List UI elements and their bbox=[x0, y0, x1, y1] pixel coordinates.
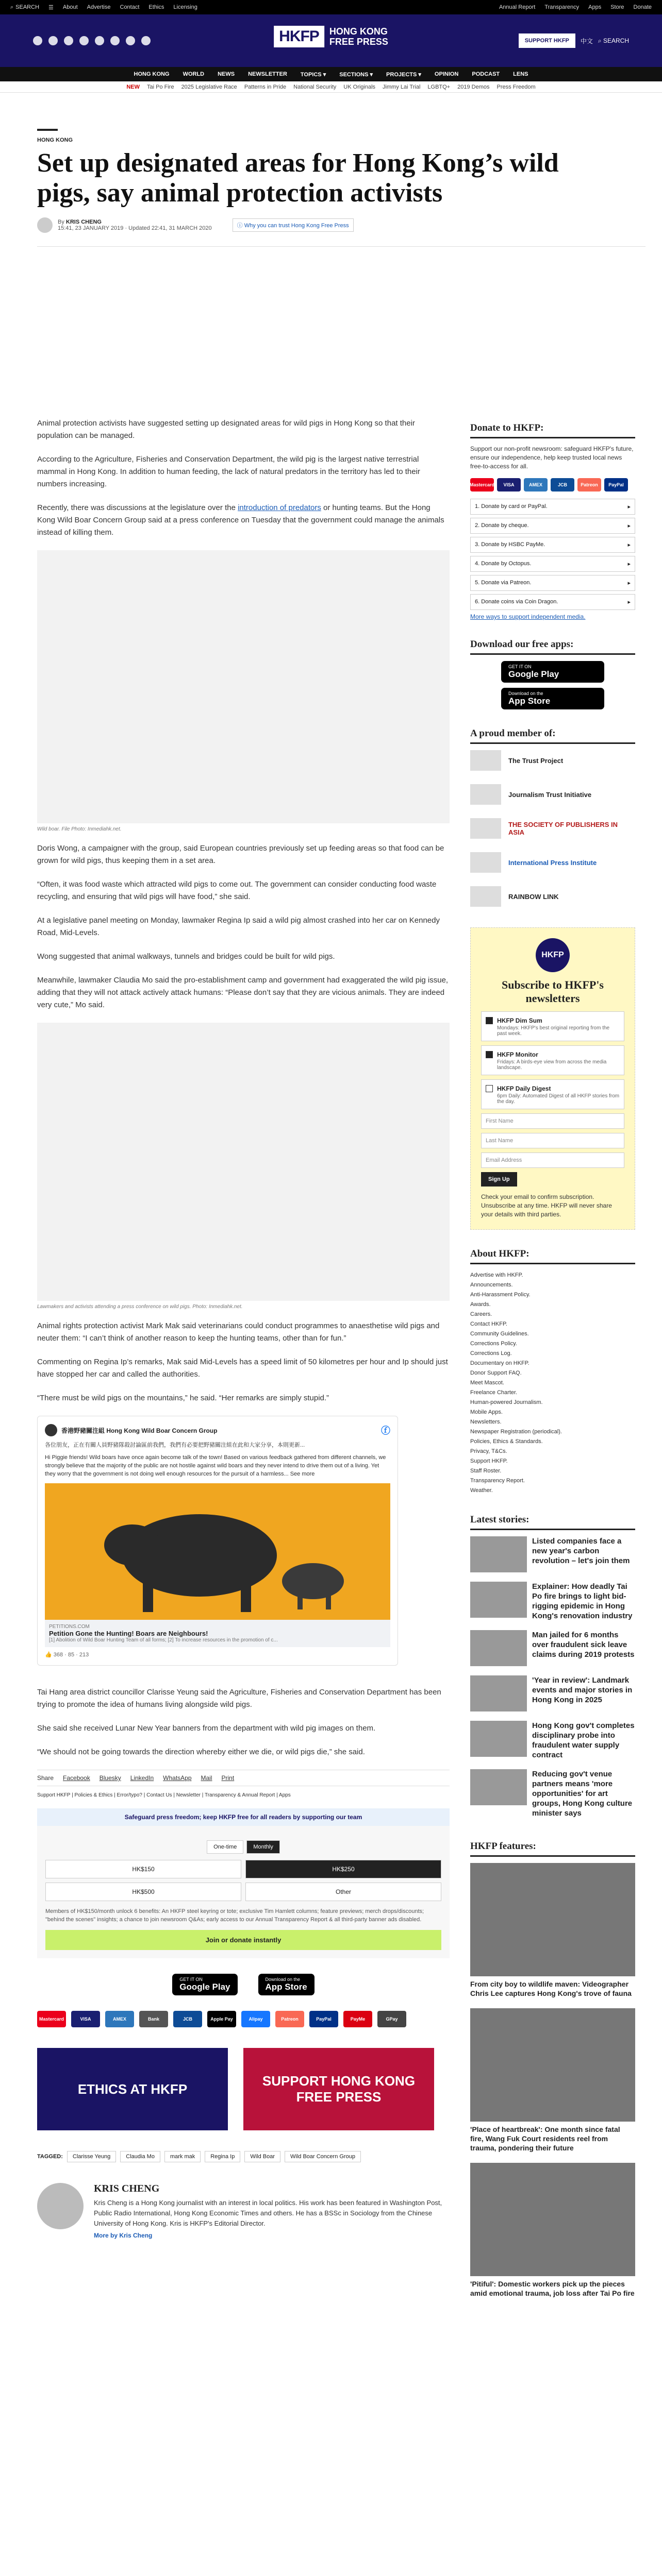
topbar-annual-report[interactable]: Annual Report bbox=[499, 4, 536, 10]
share-mail[interactable]: Mail bbox=[201, 1774, 212, 1782]
paragraph: Animal protection activists have suggested setting up designated areas for wild pigs in Hong Kong so that their population can be managed. bbox=[37, 419, 415, 440]
paypal-icon: PayPal bbox=[309, 2011, 338, 2027]
feature-image bbox=[470, 2008, 635, 2122]
facebook-embed[interactable] bbox=[37, 1416, 398, 1666]
trending-item[interactable]: LGBTQ+ bbox=[427, 83, 451, 90]
press-conference-photo bbox=[37, 1023, 450, 1301]
trust-project-logo bbox=[470, 750, 501, 771]
apple-pay-icon: Apple Pay bbox=[207, 2011, 236, 2027]
jcb-icon: JCB bbox=[551, 478, 574, 492]
feature-stories bbox=[470, 1863, 635, 2298]
feature-image bbox=[470, 1863, 635, 1976]
google-play-badge[interactable]: GET IT ON Google Play bbox=[172, 1974, 237, 1995]
payme-icon: PayMe bbox=[343, 2011, 372, 2027]
amex-icon: AMEX bbox=[105, 2011, 134, 2027]
latest-story[interactable] bbox=[470, 1675, 635, 1711]
nav-topics[interactable]: TOPICS ▾ bbox=[300, 71, 326, 78]
newsletter-note: Check your email to confirm subscription. Unsubscribe at any time. HKFP will never share your details with third parties. bbox=[481, 1193, 612, 1218]
amount-option[interactable]: HK$150 bbox=[45, 1860, 241, 1878]
join-donate-button[interactable]: Join or donate instantly bbox=[45, 1930, 441, 1950]
threads-icon[interactable] bbox=[95, 36, 104, 45]
visa-icon: VISA bbox=[497, 478, 521, 492]
article-title: Set up designated areas for Hong Kong’s wild pigs, say animal protection activists bbox=[37, 148, 559, 208]
linkedin-icon[interactable] bbox=[126, 36, 135, 45]
share-linkedin[interactable]: LinkedIn bbox=[130, 1774, 154, 1782]
story-headline[interactable]: Hong Kong gov't completes disciplinary probe into fraudulent water supply contract bbox=[532, 1721, 635, 1759]
nav-hong-kong[interactable]: HONG KONG bbox=[134, 71, 170, 77]
app-store-badges bbox=[37, 1974, 450, 1995]
trending-item[interactable]: Tai Po Fire bbox=[146, 83, 174, 90]
tag[interactable]: Regina Ip bbox=[205, 2151, 240, 2162]
sopa-logo bbox=[470, 818, 501, 839]
jti-logo bbox=[470, 784, 501, 805]
member-org[interactable]: The Trust Project bbox=[470, 750, 635, 771]
chevron-icon: ▸ bbox=[627, 542, 631, 548]
main-nav bbox=[0, 67, 662, 81]
site-header bbox=[0, 14, 662, 67]
x-icon[interactable] bbox=[48, 36, 58, 45]
checkbox-checked[interactable] bbox=[486, 1051, 493, 1058]
about-link[interactable]: Human-powered Journalism. bbox=[470, 1399, 543, 1405]
story-headline[interactable]: 'Year in review': Landmark events and major stories in Hong Kong in 2025 bbox=[532, 1676, 633, 1704]
amex-icon: AMEX bbox=[524, 478, 548, 492]
wild-boar-photo bbox=[37, 550, 450, 823]
trust-icon: ⓘ bbox=[237, 223, 243, 229]
app-store-badge[interactable]: Download on the App Store bbox=[258, 1974, 315, 1995]
topbar-ethics[interactable]: Ethics bbox=[148, 4, 164, 10]
trending-nav bbox=[0, 81, 662, 93]
author-link[interactable]: KRIS CHENG bbox=[65, 219, 102, 225]
about-link[interactable]: Transparency Report. bbox=[470, 1478, 525, 1484]
about-link[interactable]: Privacy, T&Cs. bbox=[470, 1448, 507, 1454]
member-org[interactable]: Journalism Trust Initiative bbox=[470, 784, 635, 805]
share-bluesky[interactable]: Bluesky bbox=[99, 1774, 121, 1782]
story-headline[interactable]: Listed companies face a new year's carbon revolution – let's join them bbox=[532, 1537, 630, 1565]
trending-item[interactable]: 2025 Legislative Race bbox=[181, 83, 237, 90]
app-store-badge[interactable]: Download on the App Store bbox=[501, 688, 604, 709]
nav-world[interactable]: WORLD bbox=[183, 71, 205, 77]
newsletter-heading: Subscribe to HKFP's newsletters bbox=[501, 978, 604, 1005]
topbar-menu-icon[interactable]: ☰ bbox=[48, 4, 54, 11]
member-org[interactable]: International Press Institute bbox=[470, 852, 635, 873]
story-thumbnail bbox=[470, 1630, 527, 1666]
instagram-icon[interactable] bbox=[64, 36, 73, 45]
about-link[interactable]: Documentary on HKFP. bbox=[470, 1360, 529, 1366]
article-body bbox=[37, 417, 450, 2239]
latest-story[interactable] bbox=[470, 1769, 635, 1818]
paragraph: According to the Agriculture, Fisheries and Conservation Department, the wild pig is the largest native terrestrial mammal in Hong Kong. In addition to human feeding, the lack of natural predators in the territory has led to their numbers increasing. bbox=[37, 455, 420, 488]
about-link[interactable]: Announcements. bbox=[470, 1282, 513, 1288]
paragraph: Recently, there was discussions at the legislature over the introduction of predators or hunting teams. But the Hong Kong Wild Boar Concern Group said at a press conference on Tuesday that the government could manage the animals instead of killing them. bbox=[37, 503, 444, 537]
trending-item[interactable]: Jimmy Lai Trial bbox=[383, 83, 421, 90]
about-link[interactable]: Newspaper Registration (periodical). bbox=[470, 1429, 562, 1435]
nav-podcast[interactable]: PODCAST bbox=[472, 71, 500, 77]
google-play-badge[interactable]: GET IT ON Google Play bbox=[501, 661, 604, 683]
youtube-icon[interactable] bbox=[79, 36, 89, 45]
about-heading: About HKFP: bbox=[470, 1248, 635, 1264]
tag[interactable]: Claudia Mo bbox=[120, 2151, 160, 2162]
ipi-logo bbox=[470, 852, 501, 873]
paragraph: At a legislative panel meeting on Monday, lawmaker Regina Ip said a wild pig almost crashed into her car on Kennedy Road, Mid-Levels. bbox=[37, 916, 440, 937]
photo-caption: Wild boar. File Photo: Inmediahk.net. bbox=[37, 826, 122, 832]
article-dates: 15:41, 23 JANUARY 2019 · Updated 22:41, 31 MARCH 2020 bbox=[58, 225, 212, 231]
petition-link-card[interactable]: PETITIONS.COM Petition Gone the Hunting! Boars are Neighbours! [1] Abolition of Wild Boar Hunting Team of all forms; [2] To increase resources in the promotion of c... bbox=[45, 1620, 390, 1647]
story-headline[interactable]: Reducing gov't venue partners means 'more opportunities' for art groups, Hong Kong culture minister says bbox=[532, 1770, 633, 1818]
trending-item[interactable]: National Security bbox=[293, 83, 337, 90]
author-avatar bbox=[37, 217, 53, 233]
promo-banners bbox=[37, 2048, 450, 2130]
feature-headline[interactable]: 'Pitiful': Domestic workers pick up the pieces amid emotional trauma, job loss after Tai Po fire bbox=[470, 2280, 635, 2297]
about-link[interactable]: Corrections Log. bbox=[470, 1350, 512, 1357]
donate-banner[interactable]: Safeguard press freedom; keep HKFP free for all readers by supporting our team bbox=[37, 1808, 450, 1826]
newsletter-option[interactable]: HKFP Dim Sum Mondays: HKFP's best original reporting from the past week. bbox=[481, 1011, 624, 1041]
tags-label: TAGGED: bbox=[37, 2154, 63, 2160]
tag[interactable]: Clarisse Yeung bbox=[67, 2151, 116, 2162]
topbar-transparency[interactable]: Transparency bbox=[544, 4, 580, 10]
email-field[interactable]: Email Address bbox=[481, 1153, 624, 1168]
features-heading: HKFP features: bbox=[470, 1841, 635, 1857]
donate-option[interactable]: 5. Donate via Patreon. ▸ bbox=[470, 575, 635, 591]
first-name-field[interactable]: First Name bbox=[481, 1113, 624, 1129]
patreon-icon: Patreon bbox=[577, 478, 601, 492]
trust-link[interactable]: ⓘ Why you can trust Hong Kong Free Press bbox=[233, 218, 354, 232]
share-label: Share bbox=[37, 1774, 54, 1782]
new-label: NEW bbox=[126, 83, 140, 90]
header-divider bbox=[37, 246, 646, 247]
hkfp-logo-circle: HKFP bbox=[536, 938, 570, 972]
about-link[interactable]: Staff Roster. bbox=[470, 1468, 502, 1474]
about-link[interactable]: Weather. bbox=[470, 1487, 493, 1494]
membership-benefits: Members of HK$150/month unlock 6 benefits: An HKFP steel keyring or tote; exclusive Tim Hamlett columns; feature previews; merch drops/discounts; "behind the scenes" insights; a chance to join newsroom Q&As; early access to our Annual Transparency Report & all third-party banner ads disabled. bbox=[45, 1908, 424, 1923]
member-heading: A proud member of: bbox=[470, 728, 635, 744]
logo-mark: HKFP bbox=[274, 26, 324, 47]
paragraph: “We should not be going towards the direction whereby either we die, or wild pigs die,” she said. bbox=[37, 1748, 365, 1756]
tag[interactable]: Wild Boar Concern Group bbox=[285, 2151, 361, 2162]
jcb-icon: JCB bbox=[173, 2011, 202, 2027]
story-headline[interactable]: Man jailed for 6 months over fraudulent sick leave claims during 2019 protests bbox=[532, 1631, 635, 1659]
boar-illustration bbox=[45, 1483, 390, 1620]
about-link[interactable]: Advertise with HKFP. bbox=[470, 1272, 523, 1278]
story-thumbnail bbox=[470, 1675, 527, 1711]
about-link[interactable]: Meet Mascot. bbox=[470, 1380, 505, 1386]
bluesky-icon[interactable] bbox=[110, 36, 120, 45]
about-link[interactable]: Policies, Ethics & Standards. bbox=[470, 1438, 543, 1445]
paragraph: “Often, it was food waste which attracted wild pigs to come out. The government can consider conducting food waste recycling, and ensuring that wild pigs will have food,” she said. bbox=[37, 880, 437, 901]
paragraph: Meanwhile, lawmaker Claudia Mo said the pro-establishment camp and government had exaggerated the wild pig issue, adding that they will not attack actively attack humans: “Please don’t say that they are vicious animals. They are indeed very cute,” Mo said. bbox=[37, 976, 449, 1009]
search-icon: ⌕ bbox=[10, 4, 14, 10]
amount-option-selected[interactable]: HK$250 bbox=[245, 1860, 441, 1878]
payment-methods bbox=[37, 2011, 450, 2027]
section-bar bbox=[37, 129, 58, 131]
chevron-icon: ▸ bbox=[627, 561, 631, 567]
feature-headline[interactable]: 'Place of heartbreak': One month since fatal fire, Wang Fuk Court residents reel from trauma, pondering their future bbox=[470, 2125, 620, 2152]
about-link[interactable]: Mobile Apps. bbox=[470, 1409, 503, 1415]
telegram-icon[interactable] bbox=[141, 36, 151, 45]
search-icon: ⌕ bbox=[598, 37, 602, 44]
more-by-author-link[interactable]: More by Kris Cheng bbox=[94, 2232, 153, 2239]
bank-icon: Bank bbox=[139, 2011, 168, 2027]
donate-text: Support our non-profit newsroom: safeguard HKFP's future, ensure our independence, help keep trusted local news free-to-access for all. bbox=[470, 445, 634, 470]
section-label[interactable]: HONG KONG bbox=[37, 137, 73, 143]
more-ways-link[interactable]: More ways to support independent media. bbox=[470, 613, 586, 620]
top-bar bbox=[0, 0, 662, 14]
trending-item[interactable]: UK Originals bbox=[343, 83, 376, 90]
topbar-licensing[interactable]: Licensing bbox=[173, 4, 197, 10]
trending-item[interactable]: 2019 Demos bbox=[457, 83, 490, 90]
like-icon: 👍 bbox=[45, 1652, 52, 1658]
last-name-field[interactable]: Last Name bbox=[481, 1133, 624, 1148]
donate-option[interactable]: 3. Donate by HSBC PayMe. ▸ bbox=[470, 537, 635, 553]
page-avatar bbox=[45, 1424, 57, 1436]
latest-heading: Latest stories: bbox=[470, 1514, 635, 1530]
latest-stories bbox=[470, 1536, 635, 1818]
about-link[interactable]: Careers. bbox=[470, 1311, 492, 1317]
share-facebook[interactable]: Facebook bbox=[63, 1774, 90, 1782]
newsletter-option[interactable]: HKFP Monitor Fridays: A birds-eye view from across the media landscape. bbox=[481, 1045, 624, 1075]
photo-caption: Lawmakers and activists attending a press conference on wild pigs. Photo: Inmediahk.net. bbox=[37, 1304, 243, 1310]
about-link[interactable]: Corrections Policy. bbox=[470, 1341, 517, 1347]
about-link[interactable]: Newsletters. bbox=[470, 1419, 502, 1425]
donate-heading: Donate to HKFP: bbox=[470, 422, 635, 438]
about-link[interactable]: Support HKFP. bbox=[470, 1458, 508, 1464]
header-search[interactable]: ⌕ SEARCH bbox=[598, 37, 629, 44]
rainbow-link-logo bbox=[470, 886, 501, 907]
paragraph: Animal rights protection activist Mark Mak said veterinarians could conduct programmes to anaesthetise wild pigs and neuter them: “I can’t think of another reason to keep the hunting teams, other than for fun.” bbox=[37, 1321, 440, 1343]
checkbox-checked[interactable] bbox=[486, 1017, 493, 1024]
gpay-icon: GPay bbox=[377, 2011, 406, 2027]
topbar-donate[interactable]: Donate bbox=[633, 4, 652, 10]
latest-story[interactable] bbox=[470, 1582, 635, 1621]
paragraph: Doris Wong, a campaigner with the group, said European countries previously set up feeding areas so that food can be grown for wild pigs, thus keeping them in a set area. bbox=[37, 844, 444, 865]
paragraph: She said she received Lunar New Year banners from the department with wild pig images on them. bbox=[37, 1724, 376, 1733]
predators-link[interactable]: introduction of predators bbox=[238, 503, 321, 512]
paragraph: Tai Hang area district councillor Clarisse Yeung said the Agriculture, Fisheries and Conservation Department has been trying to promote the idea of humans living alongside wild pigs. bbox=[37, 1688, 441, 1709]
about-link[interactable]: Community Guidelines. bbox=[470, 1331, 529, 1337]
nav-projects[interactable]: PROJECTS ▾ bbox=[386, 71, 421, 78]
feature-headline[interactable]: From city boy to wildlife maven: Videographer Chris Lee captures Hong Kong's trove of fauna bbox=[470, 1980, 632, 1997]
donate-option[interactable]: 2. Donate by cheque. ▸ bbox=[470, 518, 635, 534]
story-thumbnail bbox=[470, 1769, 527, 1805]
monthly-option[interactable]: Monthly bbox=[246, 1840, 280, 1854]
latest-story[interactable] bbox=[470, 1721, 635, 1760]
story-headline[interactable]: Explainer: How deadly Tai Po fire brings to light bid-rigging epidemic in Hong Kong's renovation industry bbox=[532, 1582, 633, 1620]
author-box bbox=[37, 2183, 450, 2239]
support-links[interactable]: Support HKFP | Policies & Ethics | Error/typo? | Contact Us | Newsletter | Transparency & Annual Report | Apps bbox=[37, 1792, 291, 1798]
fb-post-text: 各位朋友，正在有關人員野豬隊殺討論區前我們，我們有必要把野豬關注組在此和大家分享，本則更新... bbox=[45, 1442, 305, 1448]
latest-story[interactable] bbox=[470, 1630, 635, 1666]
alipay-icon: Alipay bbox=[241, 2011, 270, 2027]
one-time-option[interactable]: One-time bbox=[207, 1840, 243, 1854]
topbar-apps[interactable]: Apps bbox=[588, 4, 602, 10]
feature-story[interactable] bbox=[470, 1863, 635, 1998]
nav-lens[interactable]: LENS bbox=[513, 71, 528, 77]
fb-page-name[interactable]: 香港野豬關注組 Hong Kong Wild Boar Concern Group bbox=[61, 1427, 218, 1434]
apps-heading: Download our free apps: bbox=[470, 639, 635, 655]
visa-icon: VISA bbox=[71, 2011, 100, 2027]
nav-news[interactable]: NEWS bbox=[218, 71, 235, 77]
author-name[interactable]: KRIS CHENG bbox=[94, 2183, 160, 2194]
tag-list bbox=[37, 2151, 450, 2162]
donate-option[interactable]: 4. Donate by Octopus. ▸ bbox=[470, 556, 635, 572]
about-link[interactable]: Contact HKFP. bbox=[470, 1321, 507, 1327]
search-link[interactable]: ⌕ SEARCH bbox=[10, 4, 40, 10]
chevron-icon: ▸ bbox=[627, 504, 631, 510]
trending-item[interactable]: Patterns in Pride bbox=[244, 83, 287, 90]
site-logo[interactable] bbox=[274, 26, 388, 47]
share-print[interactable]: Print bbox=[221, 1774, 235, 1782]
ethics-banner[interactable]: ETHICS AT HKFP bbox=[37, 2048, 228, 2130]
donate-option[interactable]: 1. Donate by card or PayPal. ▸ bbox=[470, 499, 635, 515]
story-thumbnail bbox=[470, 1536, 527, 1572]
latest-story[interactable] bbox=[470, 1536, 635, 1572]
author-photo bbox=[37, 2183, 84, 2229]
amount-option-other[interactable]: Other bbox=[245, 1883, 441, 1901]
chevron-icon: ▸ bbox=[627, 580, 631, 586]
paragraph: Wong suggested that animal walkways, tunnels and bridges could be built for wild pigs. bbox=[37, 952, 335, 961]
topbar-advertise[interactable]: Advertise bbox=[87, 4, 111, 10]
paragraph: Commenting on Regina Ip’s remarks, Mak said Mid-Levels has a speed limit of 50 kilometres per hour and Ip should just have stopped her car and called the authorities. bbox=[37, 1358, 448, 1379]
feature-image bbox=[470, 2163, 635, 2276]
tag[interactable]: mark mak bbox=[164, 2151, 201, 2162]
amount-option[interactable]: HK$500 bbox=[45, 1883, 241, 1901]
chevron-icon: ▸ bbox=[627, 523, 631, 529]
donate-widget bbox=[37, 1826, 450, 1958]
byline: By KRIS CHENG 15:41, 23 JANUARY 2019 · Updated 22:41, 31 MARCH 2020 ⓘ Why you can trust Hong Kong Free Press bbox=[37, 217, 646, 233]
author-bio: Kris Cheng is a Hong Kong journalist with an interest in local politics. His work has been featured in Washington Post, Public Radio International, Hong Kong Economic Times and others. He has a BSSc in Sociology from the Chinese University of Hong Kong. Kris is HKFP's Editorial Director. bbox=[94, 2199, 442, 2227]
story-thumbnail bbox=[470, 1582, 527, 1618]
chevron-icon: ▸ bbox=[627, 599, 631, 605]
about-link[interactable]: Anti-Harassment Policy. bbox=[470, 1292, 531, 1298]
topbar-about[interactable]: About bbox=[62, 4, 78, 10]
fb-reactions: 👍 368 · 85 · 213 bbox=[45, 1652, 89, 1658]
nav-opinion[interactable]: OPINION bbox=[434, 71, 459, 77]
paypal-icon: PayPal bbox=[604, 478, 628, 492]
patreon-icon: Patreon bbox=[275, 2011, 304, 2027]
about-links bbox=[470, 1270, 635, 1496]
share-bar bbox=[37, 1770, 450, 1786]
sidebar bbox=[470, 422, 635, 2308]
sidebar-payment-methods bbox=[470, 478, 635, 492]
logo-name: HONG KONG FREE PRESS bbox=[329, 26, 388, 47]
paragraph: “There must be wild pigs on the mountains,” he said. “Her remarks are simply stupid.” bbox=[37, 1394, 329, 1402]
page-container bbox=[16, 93, 646, 2576]
frequency-toggle bbox=[45, 1840, 441, 1854]
boar-drawing bbox=[45, 1483, 390, 1620]
support-hkfp-button[interactable]: SUPPORT HKFP bbox=[519, 33, 575, 48]
topbar-store[interactable]: Store bbox=[610, 4, 624, 10]
member-org[interactable]: THE SOCIETY OF PUBLISHERS IN ASIA bbox=[470, 818, 635, 839]
social-icons bbox=[33, 36, 151, 45]
newsletter-signup bbox=[470, 927, 635, 1230]
about-link[interactable]: Donor Support FAQ. bbox=[470, 1370, 522, 1376]
facebook-icon: ⓕ bbox=[381, 1426, 390, 1436]
signup-button[interactable]: Sign Up bbox=[481, 1172, 517, 1187]
story-thumbnail bbox=[470, 1721, 527, 1757]
checkbox[interactable] bbox=[486, 1085, 493, 1092]
amount-options bbox=[45, 1860, 441, 1901]
member-org[interactable]: RAINBOW LINK bbox=[470, 886, 635, 907]
nav-sections[interactable]: SECTIONS ▾ bbox=[339, 71, 373, 78]
topbar-contact[interactable]: Contact bbox=[120, 4, 140, 10]
nav-newsletter[interactable]: NEWSLETTER bbox=[248, 71, 287, 77]
mastercard-icon: Mastercard bbox=[37, 2011, 66, 2027]
donate-option[interactable]: 6. Donate coins via Coin Dragon. ▸ bbox=[470, 594, 635, 610]
about-link[interactable]: Freelance Charter. bbox=[470, 1389, 518, 1396]
about-link[interactable]: Awards. bbox=[470, 1301, 491, 1308]
feature-story[interactable] bbox=[470, 2008, 635, 2153]
feature-story[interactable] bbox=[470, 2163, 635, 2298]
share-whatsapp[interactable]: WhatsApp bbox=[163, 1774, 192, 1782]
newsletter-option[interactable]: HKFP Daily Digest 6pm Daily: Automated Digest of all HKFP stories from the day. bbox=[481, 1079, 624, 1109]
support-banner[interactable]: SUPPORT HONG KONG FREE PRESS bbox=[243, 2048, 434, 2130]
language-switch[interactable]: 中文 bbox=[580, 37, 593, 45]
tag[interactable]: Wild Boar bbox=[244, 2151, 280, 2162]
fb-post-text-en: Hi Piggie friends! Wild boars have once again become talk of the town! Based on various feedback gathered from different channels, we strongly believe that the majority of the public are not hostile against wild boars and they never intend to drive them out of a living. Yet they worry that the government is not doing well enough resources for the pursuit of a harmless... See more bbox=[45, 1454, 386, 1477]
donate-options bbox=[470, 499, 635, 610]
mastercard-icon: Mastercard bbox=[470, 478, 494, 492]
facebook-icon[interactable] bbox=[33, 36, 42, 45]
trending-item[interactable]: Press Freedom bbox=[496, 83, 536, 90]
